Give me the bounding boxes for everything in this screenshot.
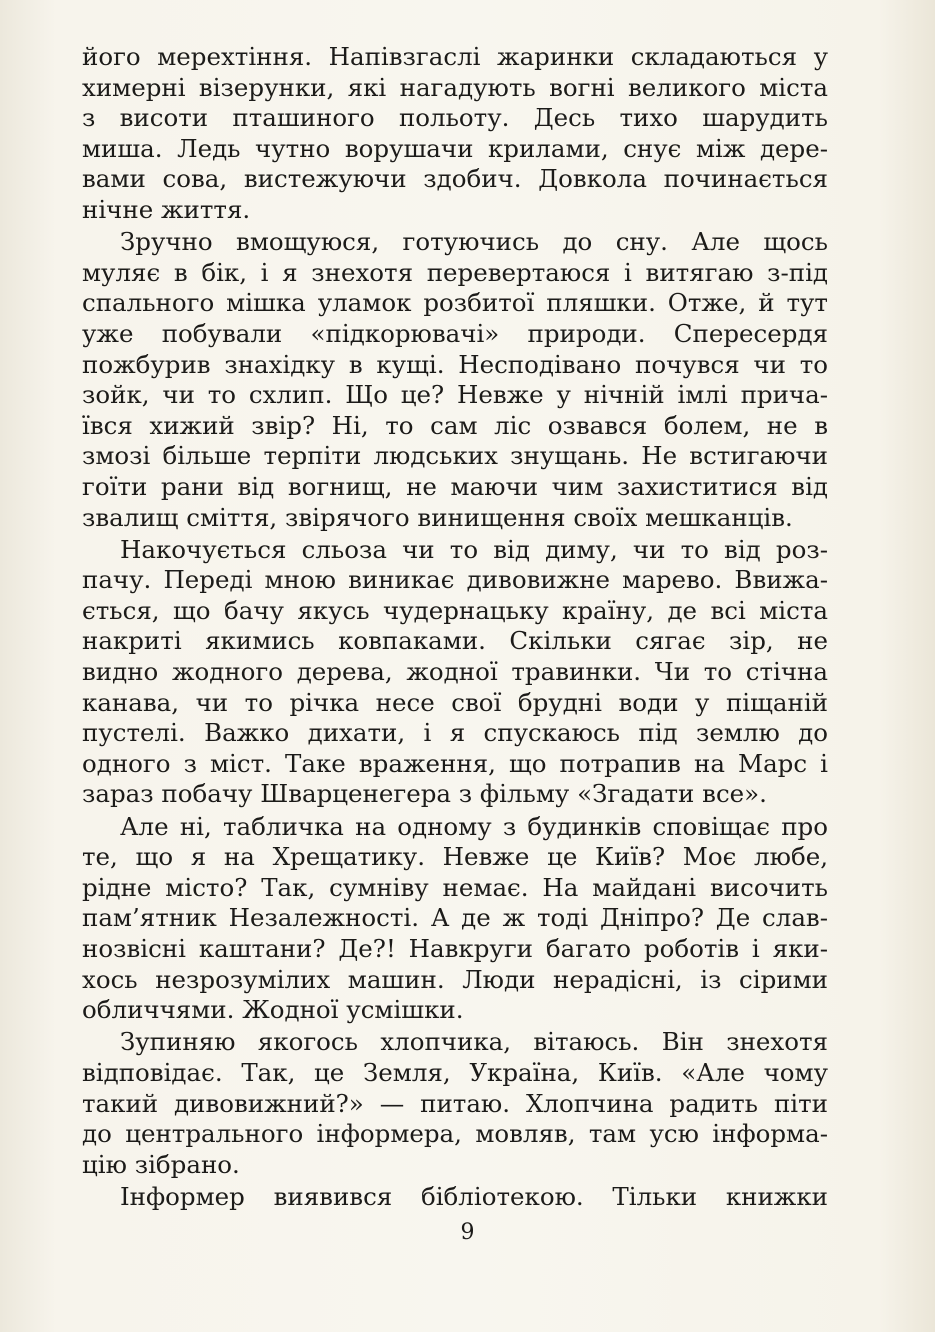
text-line: такий дивовижний?» — питаю. Хлопчина радить піти <box>82 1088 828 1118</box>
paragraph <box>82 1027 828 1180</box>
text-line: до центрального інформера, мовляв, там усю інформа- <box>82 1119 828 1149</box>
text-line: уже побували «підкорювачі» природи. Спересердя <box>82 318 828 348</box>
text-line: відповідає. Так, це Земля, Україна, Київ. «Але чому <box>82 1057 828 1087</box>
text-line: Але ні, табличка на одному з будинків сповіщає про <box>120 811 828 841</box>
text-line: ється, що бачу якусь чудернацьку країну, де всі міста <box>82 595 828 625</box>
text-line: пожбурив знахідку в кущі. Несподівано почувся чи то <box>82 349 828 379</box>
text-line: Накочується сльоза чи то від диму, чи то від роз- <box>120 534 828 564</box>
text-line: гоїти рани від вогнищ, не маючи чим захиститися від <box>82 471 828 501</box>
page-number: 9 <box>460 1220 475 1245</box>
text-line: ївся хижий звір? Ні, то сам ліс озвався болем, не в <box>82 410 828 440</box>
paragraph <box>82 1182 828 1213</box>
text-line: муляє в бік, і я знехотя перевертаюся і витягаю з-під <box>82 257 828 287</box>
text-line: одного з міст. Таке враження, що потрапив на Марс і <box>82 748 828 778</box>
text-line: Інформер виявився бібліотекою. Тільки книжки <box>120 1181 828 1211</box>
text-line: Зупиняю якогось хлопчика, вітаюсь. Він знехотя <box>120 1027 828 1057</box>
text-line: з висоти пташиного польоту. Десь тихо шарудить <box>82 103 828 133</box>
text-line: нозвісні каштани? Де?! Навкруги багато роботів і яки- <box>82 934 828 963</box>
paragraph <box>82 812 828 1026</box>
text-line: цію зібрано. <box>82 1149 240 1179</box>
text-line: нічне життя. <box>82 194 251 224</box>
paragraph <box>82 227 828 533</box>
text-line: химерні візерунки, які нагадують вогні великого міста <box>82 72 828 102</box>
paragraph <box>82 535 828 810</box>
text-line: вами сова, вистежуючи здобич. Довкола починається <box>82 164 828 194</box>
text-line: звалищ сміття, звірячого винищення своїх мешканців. <box>82 502 793 532</box>
body-text <box>82 42 828 1214</box>
text-line: змозі більше терпіти людських знущань. Не встигаючи <box>82 441 828 471</box>
text-line: Зручно вмощуюся, готуючись до сну. Але щось <box>120 227 828 257</box>
text-line: зараз побачу Шварценегера з фільму «Згадати все». <box>82 779 767 809</box>
text-line: миша. Ледь чутно ворушачи крилами, снує між дере- <box>82 133 828 163</box>
text-line: хось незрозумілих машин. Люди нерадісні, із сірими <box>82 964 828 994</box>
text-line: рідне місто? Так, сумніву немає. На майдані височить <box>82 872 828 902</box>
paragraph <box>82 42 828 226</box>
text-line: обличчями. Жодної усмішки. <box>82 995 464 1025</box>
text-line: накриті якимись ковпаками. Скільки сягає зір, не <box>82 626 828 656</box>
text-line: його мерехтіння. Напівзгаслі жаринки складаються у <box>82 42 828 71</box>
text-line: пам’ятник Незалежності. А де ж тоді Дніпро? Де слав- <box>82 903 828 933</box>
text-line: пачу. Переді мною виникає дивовижне марево. Ввижа- <box>82 565 828 595</box>
text-line: пустелі. Важко дихати, і я спускаюсь під землю до <box>82 718 828 748</box>
text-line: те, що я на Хрещатику. Невже це Київ? Моє любе, <box>82 842 828 872</box>
text-line: зойк, чи то схлип. Що це? Невже у нічній імлі прича- <box>82 380 828 410</box>
text-line: видно жодного дерева, жодної травинки. Чи то стічна <box>82 657 828 687</box>
text-line: спального мішка уламок розбитої пляшки. Отже, й тут <box>82 288 828 318</box>
text-line: канава, чи то річка несе свої брудні води у піщаній <box>82 687 828 717</box>
